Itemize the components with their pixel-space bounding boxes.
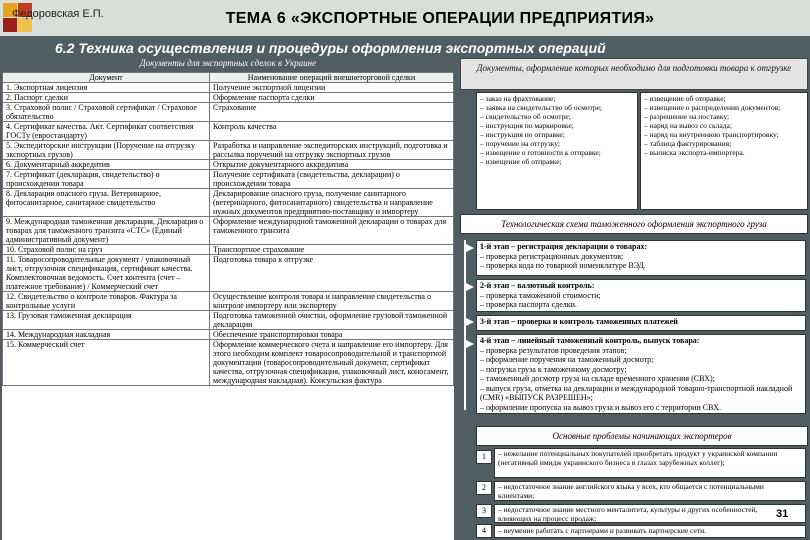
list-item: – извещение об отправке; xyxy=(480,157,562,166)
operation-cell: Оформление коммерческого счета и направление его импортеру. Для этого необходим комплект товаросопроводительной и транспортной документации (товаросопроводительный документ, сертификат качества, отгрузочная спецификация, упаковочный лист, коносамент, международная накладная). Консульская фактура xyxy=(210,340,454,386)
table-row xyxy=(3,292,454,311)
document-cell: 15. Коммерческий счет xyxy=(3,340,210,386)
list-item: – заказ на фрахтование; xyxy=(480,94,556,103)
operation-cell: Оформление международной таможенной декларации о товарах для таможенного транзита xyxy=(210,217,454,245)
problem-text: – нежелание потенциальных покупателей приобретать продукт у украинской компании (негативный имидж украинского бизнеса в глазах зарубежных коллег); xyxy=(494,448,806,478)
table-row xyxy=(3,189,454,217)
document-cell: 2. Паспорт сделки xyxy=(3,93,210,103)
list-item: – инструкция по маркировке; xyxy=(480,121,574,130)
list-item: – инструкция по отправке; xyxy=(480,130,565,139)
section-subtitle: 6.2 Техника осуществления и процедуры оформления экспортных операций xyxy=(55,40,606,56)
column-header-operation: Наименование операций внешнеторговой сделки xyxy=(210,73,454,83)
list-item: – наряд на вывоз со склада; xyxy=(644,121,732,130)
operation-cell: Контроль качества xyxy=(210,122,454,141)
customs-scheme-heading: Технологическая схема таможенного оформления экспортного груза xyxy=(460,214,808,234)
problem-text: – недостаточное знание местного менталитета, культуры и других особенностей, влияющих на процесс продаж; xyxy=(494,504,806,523)
list-item: – наряд на внутреннюю транспортировку; xyxy=(644,130,779,139)
table-row xyxy=(3,255,454,292)
stage-1: 1-й этап – регистрация декларации о товарах: – проверка регистрационных документов; – проверка кода по товарной номенклатуре ВЭД. xyxy=(476,240,806,276)
operation-cell: Подготовка товара к отгрузке xyxy=(210,255,454,292)
problem-text: – недостаточное знание английского языка у всех, кто общается с потенциальными клиентами; xyxy=(494,481,806,501)
problem-number: 2 xyxy=(476,481,492,495)
stage-2: 2-й этап – валютный контроль: – проверка таможенной стоимости; – проверка паспорта сделки. xyxy=(476,279,806,312)
table-row xyxy=(3,245,454,255)
table-row xyxy=(3,122,454,141)
operation-cell: Открытие документарного аккредитива xyxy=(210,160,454,170)
table-row xyxy=(3,141,454,160)
stage-3: 3-й этап – проверка и контроль таможенных платежей xyxy=(476,315,806,331)
operation-cell: Разработка и направление экспедиторских инструкций, подготовка и рассылка поручений на отгрузку экспортных грузов xyxy=(210,141,454,160)
column-header-document: Документ xyxy=(3,73,210,83)
list-item: – таблица фактурирования; xyxy=(644,139,732,148)
operation-cell: Получение экспортной лицензии xyxy=(210,83,454,93)
list-item: – извещение о распределении документов; xyxy=(644,103,781,112)
top-bar xyxy=(0,0,810,36)
shipping-docs-list-right xyxy=(640,92,808,210)
operation-cell: Оформление паспорта сделки xyxy=(210,93,454,103)
shipping-documents-heading: Документы, оформление которых необходимо для подготовки товара к отгрузке xyxy=(460,58,808,90)
document-cell: 13. Грузовая таможенная декларация xyxy=(3,311,210,330)
operation-cell: Обеспечение транспортировки товара xyxy=(210,330,454,340)
list-item: – извещение об отправке; xyxy=(644,94,726,103)
list-item: – свидетельство об осмотре; xyxy=(480,112,571,121)
list-item: – поручение на отгрузку; xyxy=(480,139,560,148)
document-cell: 7. Сертификат (декларация, свидетельство) о происхождении товара xyxy=(3,170,210,189)
list-item: – заявка на свидетельство об осмотре; xyxy=(480,103,603,112)
list-item: – разрешение на поставку; xyxy=(644,112,730,121)
document-cell: 10. Страховой полис на груз xyxy=(3,245,210,255)
problem-text: – неумение работать с партнерами и развивать партнерские сети. xyxy=(494,525,806,538)
document-cell: 9. Международная таможенная декларация, Декларация о товарах для таможенного транзита «СТС» (Единый административный документ) xyxy=(3,217,210,245)
operation-cell: Осуществление контроля товара и направление свидетельства о контроле импортеру или экспортеру xyxy=(210,292,454,311)
table-row xyxy=(3,217,454,245)
table-row xyxy=(3,170,454,189)
arrow-icon xyxy=(466,318,474,326)
table-row xyxy=(3,103,454,122)
operation-cell: Подготовка таможенной очистки, оформление грузовой таможенной декларации xyxy=(210,311,454,330)
operation-cell: Страхование xyxy=(210,103,454,122)
problems-heading: Основные проблемы начинающих экспортеров xyxy=(476,426,808,446)
table-row xyxy=(3,83,454,93)
stage-4: 4-й этап – линейный таможенный контроль, выпуск товара: – проверка результатов проведения этапов; – оформление поручения на таможенный досмотр; – погрузка груза к таможенному досмотру; – таможенный досмотр груза на складе временного хранения (СВХ); – выпуск груза, отметка на декларации и международной товарно-транспортной накладной (СМR) «ВЫПУСК РАЗРЕШЕН»; – оформление пропуска на вывоз груза и вывоз его с территории СВХ. xyxy=(476,334,806,414)
documents-table-heading: Документы для экспортных сделок в Украине xyxy=(139,58,317,68)
arrow-icon xyxy=(466,340,474,348)
document-cell: 5. Экспедиторские инструкции (Поручение на отгрузку экспортных грузов) xyxy=(3,141,210,160)
problem-number: 3 xyxy=(476,504,492,518)
operation-cell: Транспортное страхование xyxy=(210,245,454,255)
document-cell: 1. Экспортная лицензия xyxy=(3,83,210,93)
arrow-icon xyxy=(466,283,474,291)
table-row xyxy=(3,160,454,170)
documents-table-panel xyxy=(2,72,454,540)
documents-table xyxy=(2,72,454,386)
problem-number: 1 xyxy=(476,450,492,464)
table-row xyxy=(3,311,454,330)
operation-cell: Получение сертификата (свидетельства, декларации) о происхождении товара xyxy=(210,170,454,189)
table-row xyxy=(3,330,454,340)
document-cell: 3. Страховой полис / Страховой сертификат / Страховое обязательство xyxy=(3,103,210,122)
shipping-docs-list-left xyxy=(476,92,638,210)
page-number: 31 xyxy=(776,508,789,520)
table-row xyxy=(3,340,454,386)
list-item: – выписка экспорта-импортера. xyxy=(644,148,745,157)
operation-cell: Декларирование опасного груза, получение санитарного (ветеринарного, фитосанитарного) свидетельства и направление нужных документов предприятию-поставщику и импортеру xyxy=(210,189,454,217)
document-cell: 4. Сертификат качества. Акт. Сертификат соответствия ГОСТу (евростандарту) xyxy=(3,122,210,141)
document-cell: 8. Декларация опасного груза. Ветеринарное, фитосанитарное, санитарное свидетельство xyxy=(3,189,210,217)
page-title: ТЕМА 6 «ЭКСПОРТНЫЕ ОПЕРАЦИИ ПРЕДПРИЯТИЯ» xyxy=(225,10,655,27)
list-item: – извещение о готовности к отправке; xyxy=(480,148,601,157)
problem-number: 4 xyxy=(476,524,492,538)
arrow-icon xyxy=(466,244,474,252)
author-name: Федоровская Е.П. xyxy=(12,8,104,20)
document-cell: 11. Товаросопроводительные документ / упаковочный лист, отгрузочная спецификация, сертификат качества. Комплектовочная ведомость. Счет контента (счет – платежное требование) / Коммерческий счет xyxy=(3,255,210,292)
document-cell: 14. Международная накладная xyxy=(3,330,210,340)
document-cell: 6. Документарный аккредитив xyxy=(3,160,210,170)
table-row xyxy=(3,93,454,103)
document-cell: 12. Свидетельство о контроле товаров. Фактура за контрольные услуги xyxy=(3,292,210,311)
